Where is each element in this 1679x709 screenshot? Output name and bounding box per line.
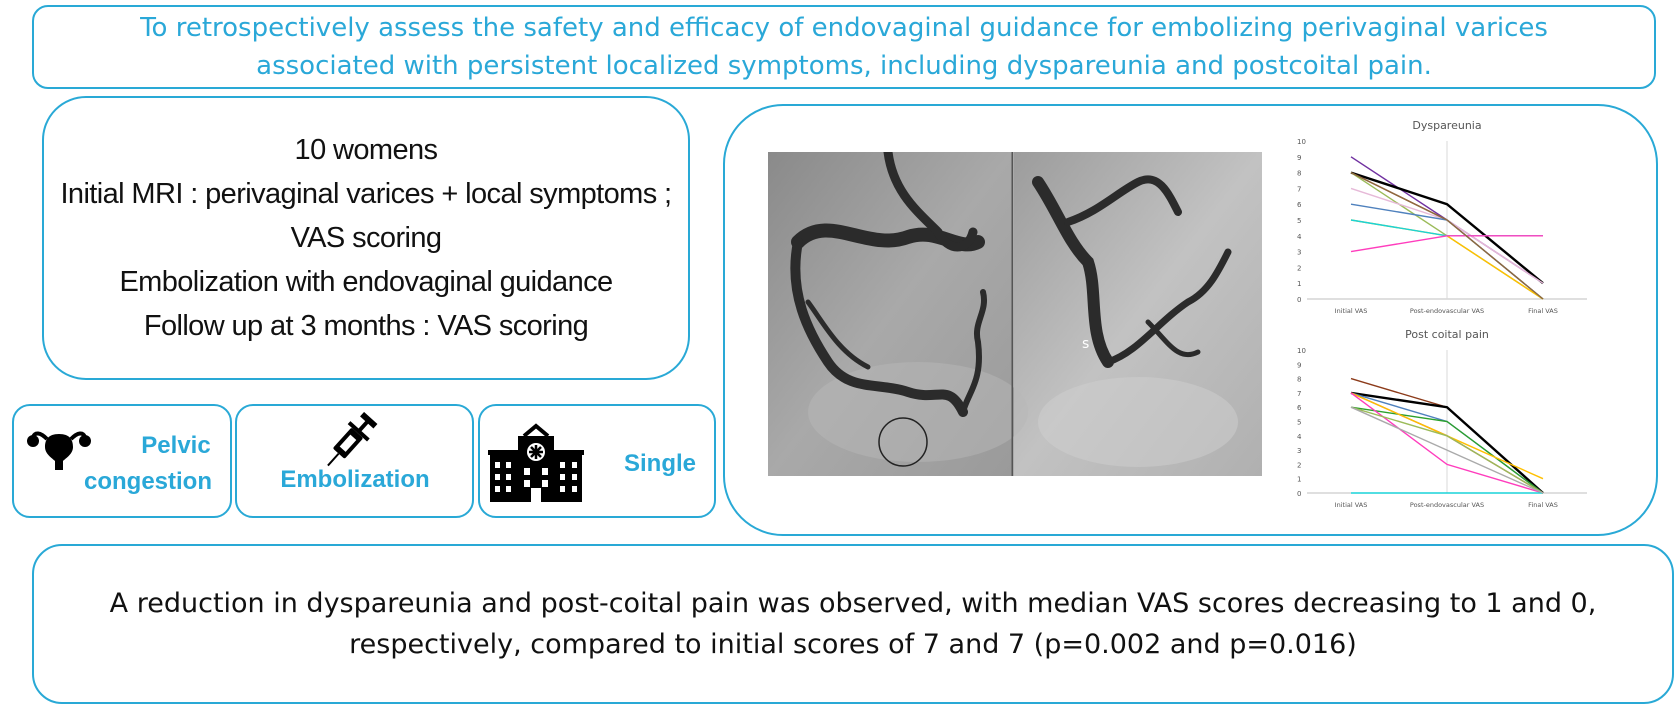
chart-title: Dyspareunia — [1412, 119, 1482, 132]
chart-dyspareunia — [1285, 117, 1607, 325]
objective-line-2: associated with persistent localized symptoms, including dyspareunia and postcoital pain. — [256, 51, 1432, 81]
y-tick-label: 5 — [1297, 418, 1302, 427]
y-tick-label: 8 — [1297, 375, 1302, 384]
y-tick-label: 10 — [1297, 138, 1306, 146]
y-tick-label: 3 — [1297, 248, 1302, 257]
y-tick-label: 4 — [1297, 432, 1302, 441]
hospital-icon — [488, 422, 584, 502]
results-box — [32, 544, 1674, 704]
y-tick-label: 8 — [1297, 169, 1302, 178]
chart-title: Post coital pain — [1405, 328, 1489, 341]
x-tick-label: Initial VAS — [1334, 307, 1368, 315]
methods-line-1: 10 womens — [294, 134, 438, 166]
y-tick-label: 10 — [1297, 347, 1306, 355]
x-tick-label: Final VAS — [1528, 501, 1558, 509]
y-tick-label: 9 — [1297, 361, 1302, 370]
methods-line-4: Embolization with endovaginal guidance — [119, 266, 613, 298]
tag-single-label: Single — [623, 450, 696, 477]
y-tick-label: 5 — [1297, 217, 1302, 225]
y-tick-label: 1 — [1297, 475, 1302, 484]
chart-postcoital-pain — [1285, 326, 1607, 519]
methods-box — [42, 96, 690, 380]
results-line-1: A reduction in dyspareunia and post-coital pain was observed, with median VAS scores decreasing to 1 and 0, — [109, 588, 1597, 619]
y-tick-label: 2 — [1297, 264, 1302, 273]
tag-embolization — [235, 404, 474, 518]
chart-background — [1285, 117, 1607, 325]
y-tick-label: 0 — [1297, 490, 1302, 498]
x-tick-label: Post-endovascular VAS — [1409, 501, 1485, 509]
methods-line-3: VAS scoring — [290, 222, 442, 254]
results-line-2: respectively, compared to initial scores of 7 and 7 (p=0.002 and p=0.016) — [349, 629, 1357, 660]
y-tick-label: 0 — [1297, 296, 1302, 304]
tag-pelvic-congestion — [12, 404, 232, 518]
tag-pelvic-label-1: Pelvic — [141, 432, 211, 459]
tag-single — [478, 404, 716, 518]
x-tick-label: Post-endovascular VAS — [1409, 307, 1485, 315]
chart-background — [1285, 326, 1607, 519]
y-tick-label: 4 — [1297, 232, 1302, 241]
methods-line-5: Follow up at 3 months : VAS scoring — [143, 310, 589, 342]
y-tick-label: 1 — [1297, 280, 1302, 289]
y-tick-label: 7 — [1297, 185, 1302, 194]
objective-box — [32, 5, 1656, 89]
y-tick-label: 2 — [1297, 461, 1302, 470]
y-tick-label: 7 — [1297, 389, 1302, 398]
x-tick-label: Final VAS — [1528, 307, 1558, 315]
objective-line-1: To retrospectively assess the safety and efficacy of endovaginal guidance for embolizing perivaginal varices — [140, 13, 1548, 43]
tag-embolization-label: Embolization — [280, 466, 430, 493]
y-tick-label: 3 — [1297, 447, 1302, 456]
xray-mark-label: s — [1082, 336, 1090, 352]
y-tick-label: 6 — [1297, 404, 1302, 413]
xray-images — [768, 152, 1262, 476]
methods-line-2: Initial MRI : perivaginal varices + local symptoms ; — [60, 178, 672, 210]
tag-pelvic-label-2: congestion — [83, 468, 212, 495]
y-tick-label: 9 — [1297, 153, 1302, 162]
x-tick-label: Initial VAS — [1334, 501, 1368, 509]
y-tick-label: 6 — [1297, 201, 1302, 210]
